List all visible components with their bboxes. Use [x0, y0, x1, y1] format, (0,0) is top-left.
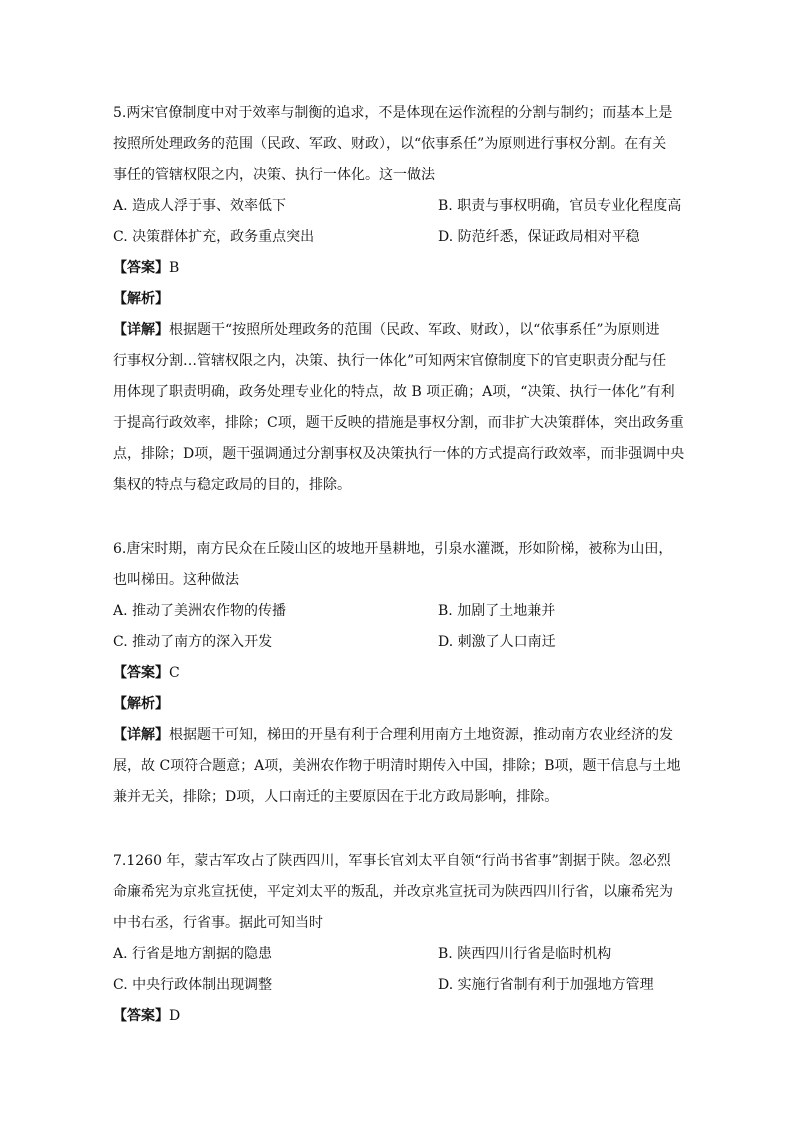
q6-option-a: A. 推动了美洲农作物的传播 — [113, 603, 287, 619]
detail-label: 【详解】 — [113, 727, 169, 743]
q5-detail-line-3: 用体现了职责明确，政务处理专业化的特点，故 B 项正确；A项，“决策、执行一体化”有利 — [113, 384, 675, 400]
answer-label: 【答案】 — [113, 1008, 169, 1024]
q7-stem-line-3: 中书右丞，行省事。据此可知当时 — [113, 915, 323, 931]
q6-analysis-label: 【解析】 — [113, 696, 169, 712]
q6-stem-line-1: 6.唐宋时期，南方民众在丘陵山区的坡地开垦耕地，引泉水灌溉，形如阶梯，被称为山田， — [113, 541, 673, 557]
answer-label: 【答案】 — [113, 665, 169, 681]
q5-option-a: A. 造成人浮于事、效率低下 — [113, 198, 287, 214]
q5-analysis-label: 【解析】 — [113, 291, 169, 307]
q5-option-d: D. 防范纤悉，保证政局相对平稳 — [438, 229, 640, 245]
q6-option-c: C. 推动了南方的深入开发 — [113, 634, 273, 650]
q5-stem-line-1: 5.两宋官僚制度中对于效率与制衡的追求，不是体现在运作流程的分割与制约；而基本上是 — [113, 105, 673, 121]
q5-detail-line-4: 于提高行政效率，排除；C项，题干反映的措施是事权分割，而非扩大决策群体，突出政务重 — [113, 415, 684, 431]
q5-detail-line-5: 点，排除；D项，题干强调通过分割事权及决策执行一体的方式提高行政效率，而非强调中央 — [113, 446, 685, 462]
q7-stem-line-1: 7.1260 年，蒙古军攻占了陕西四川，军事长官刘太平自领“行尚书省事”割据于陕。忽必烈 — [113, 853, 671, 869]
q7-option-b: B. 陕西四川行省是临时机构 — [438, 946, 612, 962]
answer-label: 【答案】 — [113, 260, 169, 276]
q7-option-d: D. 实施行省制有利于加强地方管理 — [438, 977, 654, 993]
q5-detail-line-2: 行事权分割…管辖权限之内，决策、执行一体化”可知两宋官僚制度下的官吏职责分配与任 — [113, 353, 667, 369]
q5-option-c: C. 决策群体扩充，政务重点突出 — [113, 229, 315, 245]
detail-text: 根据题干“按照所处理政务的范围（民政、军政、财政），以“依事系任”为原则进 — [169, 322, 660, 338]
answer-value: B — [169, 260, 180, 276]
q7-answer — [113, 1006, 180, 1026]
q6-option-d: D. 刺激了人口南迁 — [438, 634, 556, 650]
q6-detail-line-1 — [113, 725, 673, 745]
detail-text: 根据题干可知，梯田的开垦有利于合理利用南方土地资源，推动南方农业经济的发 — [169, 727, 673, 743]
q5-stem-line-2: 按照所处理政务的范围（民政、军政、财政），以“依事系任”为原则进行事权分割。在有关 — [113, 136, 667, 152]
q6-detail-line-2: 展，故 C项符合题意；A项，美洲农作物于明清时期传入中国，排除；B项，题干信息与土地 — [113, 758, 681, 774]
q6-detail-line-3: 兼并无关，排除；D项，人口南迁的主要原因在于北方政局影响，排除。 — [113, 789, 559, 805]
q7-option-a: A. 行省是地方割据的隐患 — [113, 946, 273, 962]
q7-stem-line-2: 命廉希宪为京兆宣抚使，平定刘太平的叛乱，并改京兆宣抚司为陕西四川行省，以廉希宪为 — [113, 884, 673, 900]
detail-label: 【详解】 — [113, 322, 169, 338]
answer-value: C — [169, 665, 180, 681]
q5-stem-line-3: 事任的管辖权限之内，决策、执行一体化。这一做法 — [113, 167, 435, 183]
q5-detail-line-1 — [113, 320, 659, 340]
q6-stem-line-2: 也叫梯田。这种做法 — [113, 572, 239, 588]
q6-option-b: B. 加剧了土地兼并 — [438, 603, 556, 619]
answer-value: D — [169, 1008, 181, 1024]
q7-option-c: C. 中央行政体制出现调整 — [113, 977, 273, 993]
q5-answer — [113, 258, 179, 278]
q6-answer — [113, 663, 180, 683]
q5-detail-line-6: 集权的特点与稳定政局的目的，排除。 — [113, 477, 351, 493]
q5-option-b: B. 职责与事权明确，官员专业化程度高 — [438, 198, 682, 214]
